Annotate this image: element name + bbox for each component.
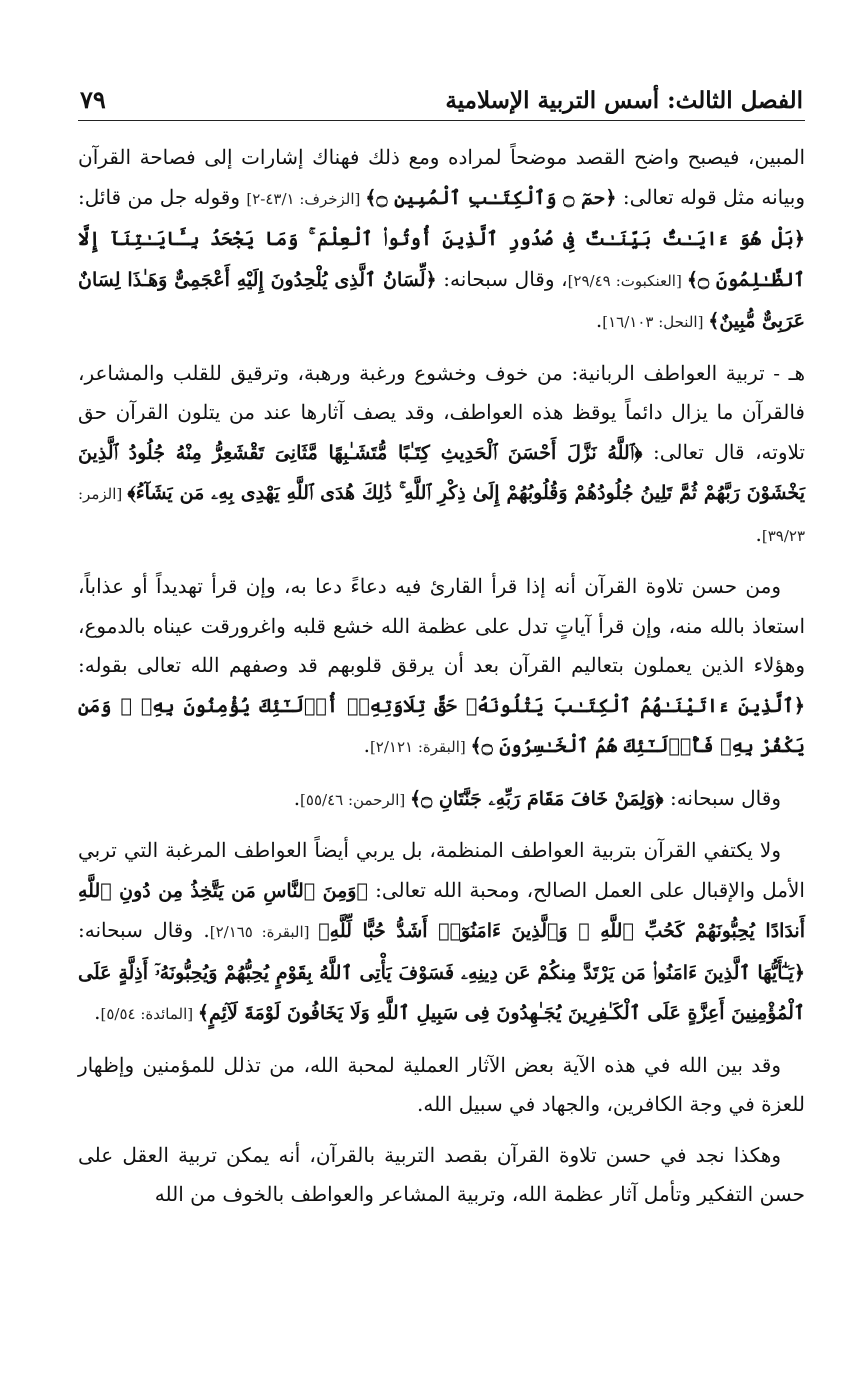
quran-verse: ﴿ٱللَّهُ نَزَّلَ أَحْسَنَ ٱلْحَدِيثِ كِتَـٰبًا مُّتَشَـٰبِهًا مَّثَانِىَ تَقْشَعِرُّ مِنْهُ جُلُودُ ٱلَّذِينَ يَخْشَوْنَ رَبَّهُمْ ثُمَّ تَلِينُ جُلُودُهُمْ وَقُلُوبُهُمْ إِلَىٰ ذِكْرِ ٱللَّهِ ۚ ذَٰلِكَ هُدَى ٱللَّهِ يَهْدِى بِهِۦ مَن يَشَآءُ﴾ (78, 441, 805, 504)
verse-citation: [العنكبوت: ٢٩/٤٩] (567, 271, 687, 290)
paragraph (78, 831, 805, 1035)
chapter-title: الفصل الثالث: أسس التربية الإسلامية (445, 87, 803, 114)
verse-citation: [المائدة: ٥/٥٤] (100, 1005, 198, 1023)
paragraph-text: . (595, 308, 603, 332)
paragraph-text: ولا يكتفي القرآن بتربية العواطف المنظمة، بل يربي أيضاً العواطف المرغبة التي تربي الأمل والإقبال على العمل الصالح، ومحبة الله تعالى: (78, 838, 805, 902)
verse-citation: [الزمر: ٣٩/٢٣] (78, 485, 805, 545)
paragraph (78, 567, 805, 768)
paragraph-text: . (363, 733, 370, 757)
verse-citation: [الزخرف: ٤٣/١-٢] (246, 189, 366, 208)
paragraph (78, 779, 805, 821)
paragraph-text: . وقال سبحانه: (78, 918, 210, 942)
paragraph-text: وقوله جل من قائل: (78, 184, 247, 209)
verse-citation: [الرحمن: ٥٥/٤٦] (300, 790, 411, 809)
verse-citation: [النحل: ١٦/١٠٣] (602, 313, 709, 331)
quran-verse: ﴿بَلْ هُوَ ءَايَـٰتٌۢ بَيِّنَـٰتٌ فِى صُدُورِ ٱلَّذِينَ أُوتُوا۟ ٱلْعِلْمَ ۚ وَمَا يَجْحَدُ بِـَٔايَـٰتِنَآ إِلَّا ٱلظَّـٰلِمُونَ ۝﴾ (78, 228, 806, 291)
paragraph (78, 354, 805, 557)
quran-verse: ﴿ٱلَّذِينَ ءَاتَيْنَـٰهُمُ ٱلْكِتَـٰبَ يَتْلُونَهُۥ حَقَّ تِلَاوَتِهِۦٓ أُو۟لَـٰٓئِكَ يُؤْمِنُونَ بِهِۦ ۗ وَمَن يَكْفُرْ بِهِۦ فَأُو۟لَـٰٓئِكَ هُمُ ٱلْخَـٰسِرُونَ ۝﴾ (78, 694, 805, 757)
quran-verse: ﴿وَلِمَنْ خَافَ مَقَامَ رَبِّهِۦ جَنَّتَانِ ۝﴾ (410, 787, 664, 810)
paragraph-text: ومن حسن تلاوة القرآن أنه إذا قرأ القارئ فيه دعاءً دعا به، وإن قرأ تهديداً أو عذاباً، استعاذ بالله منه، وإن قرأ آياتٍ تدل على عظمة الله خشع قلبه واغرورقت عيناه بالدموع، وهؤلاء الذين يعملون بتعاليم القرآن بعد أن يرقق قلوبهم قد وصفهم الله تعالى بقوله: (78, 574, 805, 677)
body-text (78, 138, 805, 1226)
paragraph-text: وقال سبحانه: (663, 785, 781, 810)
paragraph-text: . (293, 785, 301, 810)
verse-citation: [البقرة: ٢/١٢١] (369, 738, 471, 756)
quran-verse: ﴿وَمِنَ ٱلنَّاسِ مَن يَتَّخِذُ مِن دُونِ ٱللَّهِ أَندَادًا يُحِبُّونَهُمْ كَحُبِّ ٱللَّهِ ۖ وَٱلَّذِينَ ءَامَنُوٓا۟ أَشَدُّ حُبًّا لِّلَّهِ﴾ (78, 879, 805, 942)
page-number: ٧٩ (80, 85, 106, 114)
running-header (80, 70, 803, 114)
header-rule (78, 120, 805, 121)
paragraph (78, 1136, 805, 1215)
paragraph-text: المبين، فيصبح واضح القصد موضحاً لمراده ومع ذلك فهناك إشارات إلى فصاحة القرآن وبيانه مثل قوله تعالى: (78, 145, 805, 209)
quran-verse: ﴿حمٓ ۝ وَٱلْكِتَـٰبِ ٱلْمُبِينِ ۝﴾ (365, 186, 617, 209)
paragraph (78, 1046, 805, 1125)
paragraph-text: . (755, 521, 762, 546)
paragraph-text: هـ - تربية العواطف الربانية: من خوف وخشوع ورغبة ورهبة، وترقيق للقلب والمشاعر، فالقرآن ما يزال دائماً يوقظ هذه العواطف، وقد يصف آثارها عند من يتلون القرآن حق تلاوته، قال تعالى: (78, 360, 805, 464)
paragraph-text: ، وقال سبحانه: (436, 266, 568, 291)
paragraph-text: وقد بين الله في هذه الآية بعض الآثار العملية لمحبة الله، من تذلل للمؤمنين وإظهار للعزة في وجة الكافرين، والجهاد في سبيل الله. (78, 1052, 805, 1116)
paragraph-text: . (94, 1000, 101, 1024)
quran-verse: ﴿لِّسَانُ ٱلَّذِى يُلْحِدُونَ إِلَيْهِ أَعْجَمِىٌّ وَهَـٰذَا لِسَانٌ عَرَبِىٌّ مُّبِينٌ﴾ (78, 268, 805, 332)
quran-verse: ﴿يَـٰٓأَيُّهَا ٱلَّذِينَ ءَامَنُوا۟ مَن يَرْتَدَّ مِنكُمْ عَن دِينِهِۦ فَسَوْفَ يَأْتِى ٱللَّهُ بِقَوْمٍ يُحِبُّهُمْ وَيُحِبُّونَهُۥٓ أَذِلَّةٍ عَلَى ٱلْمُؤْمِنِينَ أَعِزَّةٍ عَلَى ٱلْكَـٰفِرِينَ يُجَـٰهِدُونَ فِى سَبِيلِ ٱللَّهِ وَلَا يَخَافُونَ لَوْمَةَ لَآئِمٍ﴾ (78, 961, 805, 1024)
paragraph-text: وهكذا نجد في حسن تلاوة القرآن بقصد التربية بالقرآن، أنه يمكن تربية العقل على حسن التفكير وتأمل آثار عظمة الله، وتربية المشاعر والعواطف بالخوف من الله (78, 1142, 805, 1206)
verse-citation: [البقرة: ٢/١٦٥] (209, 923, 319, 941)
paragraph (78, 138, 805, 343)
